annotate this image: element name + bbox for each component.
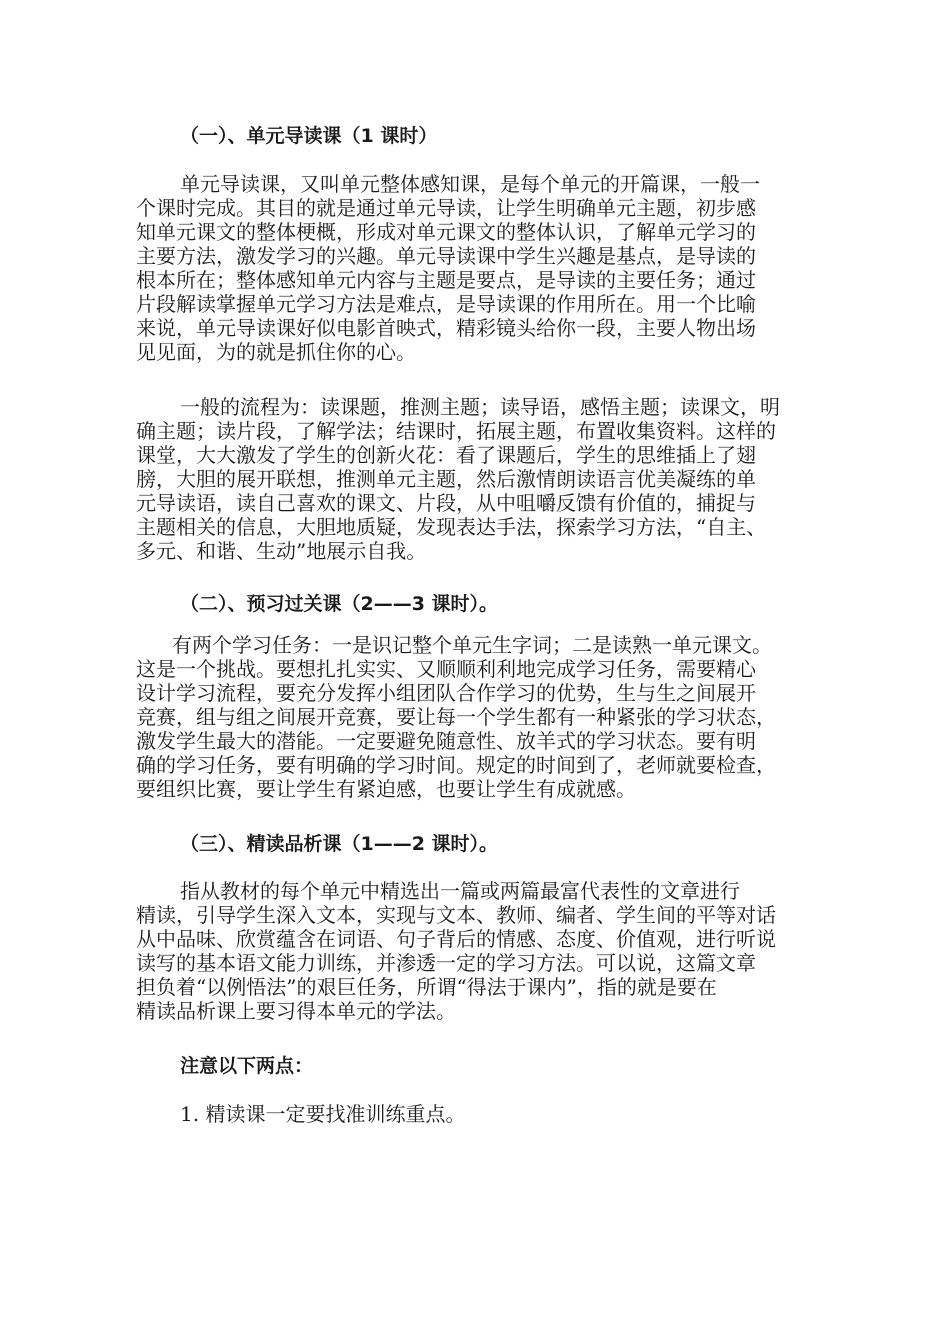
note-item: 1. 精读课一定要找准训练重点。 (180, 1102, 466, 1126)
paragraph-line: 从中品味、欣赏蕴含在词语、句子背后的情感、态度、价值观，进行听说 (136, 927, 776, 951)
paragraph-line: 多元、和谐、生动”地展示自我。 (136, 539, 427, 563)
paragraph-line: 确主题；读片段，了解学法；结课时，拓展主题，布置收集资料。这样的 (136, 419, 776, 443)
paragraph-line: 元导读语，读自己喜欢的课文、片段，从中咀嚼反馈有价值的，捕捉与 (136, 491, 756, 515)
paragraph-line: 来说，单元导读课好似电影首映式，精彩镜头给你一段，主要人物出场 (136, 316, 756, 340)
paragraph-line: 有两个学习任务：一是识记整个单元生字词；二是读熟一单元课文。 (172, 633, 772, 657)
paragraph-line: 精读，引导学生深入文本，实现与文本、教师、编者、学生间的平等对话 (136, 903, 776, 927)
paragraph-line: 这是一个挑战。要想扎扎实实、又顺顺利利地完成学习任务，需要精心 (136, 657, 756, 681)
paragraph-line: 片段解读掌握单元学习方法是难点，是导读课的作用所在。用一个比喻 (136, 292, 756, 316)
paragraph-line: 精读品析课上要习得本单元的学法。 (136, 999, 456, 1023)
paragraph-line: 单元导读课，又叫单元整体感知课，是每个单元的开篇课，一般一 (180, 172, 760, 196)
paragraph-line: 要组织比赛，要让学生有紧迫感，也要让学生有成就感。 (136, 777, 636, 801)
note-heading: 注意以下两点： (180, 1055, 314, 1077)
paragraph-line: 指从教材的每个单元中精选出一篇或两篇最富代表性的文章进行 (180, 879, 740, 903)
paragraph-line: 读写的基本语文能力训练，并渗透一定的学习方法。可以说，这篇文章 (136, 951, 756, 975)
note-list (136, 1102, 836, 1126)
section-heading-3: （三）、精读品析课（1——2 课时）。 (180, 833, 499, 855)
paragraph-line: 个课时完成。其目的就是通过单元导读，让学生明确单元主题，初步感 (136, 196, 756, 220)
paragraph (136, 172, 836, 364)
paragraph-line: 根本所在；整体感知单元内容与主题是要点，是导读的主要任务；通过 (136, 268, 756, 292)
paragraph-line: 确的学习任务，要有明确的学习时间。规定的时间到了，老师就要检查， (136, 753, 776, 777)
section-heading-1: （一）、单元导读课（1 课时） (180, 125, 438, 147)
paragraph-line: 设计学习流程，要充分发挥小组团队合作学习的优势，生与生之间展开 (136, 681, 756, 705)
paragraph-line: 担负着“以例悟法”的艰巨任务，所谓“得法于课内”，指的就是要在 (136, 975, 717, 999)
section-heading-2: （二）、预习过关课（2——3 课时）。 (180, 593, 499, 615)
paragraph-line: 知单元课文的整体梗概，形成对单元课文的整体认识，了解单元学习的 (136, 220, 756, 244)
paragraph-line: 一般的流程为：读课题，推测主题；读导语，感悟主题；读课文，明 (180, 395, 780, 419)
paragraph-line: 竞赛，组与组之间展开竞赛，要让每一个学生都有一种紧张的学习状态， (136, 705, 776, 729)
paragraph-line: 膀，大胆的展开联想，推测单元主题，然后激情朗读语言优美凝练的单 (136, 467, 756, 491)
paragraph-line: 主要方法，激发学习的兴趣。单元导读课中学生兴趣是基点，是导读的 (136, 244, 756, 268)
paragraph-line: 激发学生最大的潜能。一定要避免随意性、放羊式的学习状态。要有明 (136, 729, 756, 753)
paragraph-line: 见见面，为的就是抓住你的心。 (136, 340, 416, 364)
paragraph-line: 课堂，大大激发了学生的创新火花：看了课题后，学生的思维插上了翅 (136, 443, 756, 467)
paragraph-line: 主题相关的信息，大胆地质疑，发现表达手法，探索学习方法，“自主、 (136, 515, 767, 539)
paragraph (136, 395, 836, 563)
paragraph (136, 879, 836, 1023)
paragraph (136, 633, 836, 801)
